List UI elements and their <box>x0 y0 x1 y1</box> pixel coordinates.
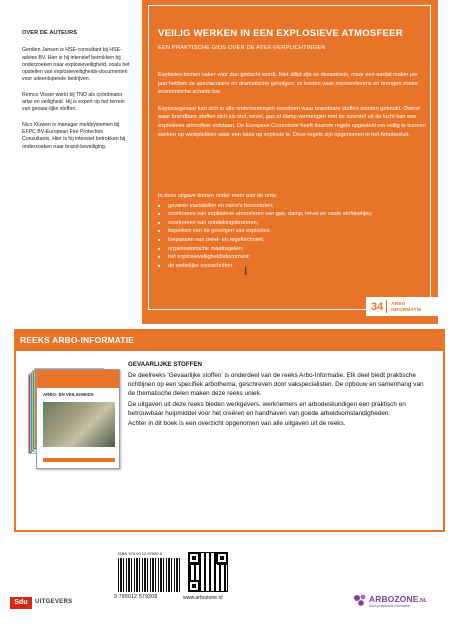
qr-code-icon <box>188 552 228 592</box>
topics-intro: In deze uitgave komen onder meer aan de orde: <box>158 193 278 199</box>
topic-item: ■ voorkomen van ontstekingsbronnen; <box>158 219 426 228</box>
series-name-line2: INFORMATIE <box>391 306 422 312</box>
book-cover-image <box>36 369 120 469</box>
series-box-header: REEKS ARBO-INFORMATIE <box>14 329 445 351</box>
book-description <box>158 71 426 147</box>
book-cover-footer <box>43 458 115 462</box>
series-paragraph-3: Achter in dit boek is een overzicht opgenomen van alle uitgaven uit de reeks. <box>128 420 346 428</box>
book-title: VEILIG WERKEN IN EEN EXPLOSIEVE ATMOSFEER <box>158 28 403 39</box>
series-name <box>391 301 421 311</box>
book-cover-header <box>37 370 119 388</box>
series-number: 34 <box>371 300 384 313</box>
topic-item: ■ beperken van de gevolgen van explosies; <box>158 227 426 236</box>
topic-item: ■ gevaren vaststellen en risico's beoordelen; <box>158 202 426 211</box>
sdu-logo: Sdu <box>10 597 32 609</box>
series-name-line1: ARBO <box>391 301 406 307</box>
book-subtitle: EEN PRAKTISCHE GIDS OVER DE ATEX-VERPLICHTINGEN <box>158 45 326 51</box>
arbozone-tagline: Alles praktische informatie <box>369 604 410 608</box>
description-paragraph-1: Explosies komen vaker voor dan gedacht wordt. Niet altijd zijn ze desastreus, maar een aantal malen per jaar hebben ze spectaculaire en dramatische gevolgen: ze kosten vaak mensenlevens en brengen zware economische schade toe. <box>158 72 418 96</box>
publisher-name: UITGEVERS <box>35 599 73 605</box>
arbozone-suffix: .NL <box>418 598 428 604</box>
arbozone-wordmark <box>369 594 427 604</box>
topic-item: ■ het explosieveiligheidsdocument; <box>158 253 426 262</box>
series-description <box>128 361 428 431</box>
series-subheading: GEVAARLIJKE STOFFEN <box>128 361 203 368</box>
topic-item: ■ organisatorische maatregelen; <box>158 245 426 254</box>
author-bio-2: Remco Visser werkt bij TNO als coördinator arbo en veiligheid. Hij is expert op het terrein van gevaar-lijke stoffen. <box>22 91 125 113</box>
series-badge <box>366 297 438 316</box>
website-url: www.arbozone.nl <box>183 595 223 601</box>
topic-item: ■ toepassen van meet- en regeltechniek; <box>158 236 426 245</box>
description-paragraph-2: Explosiegevaar kan zich in alle ondernemingen voordoen waar brandbare stoffen worden gebruikt. Overal waar brandbare stoffen zich als stof, nevel, gas of damp vermengen met de zuurstof uit de lucht kan een explosieve atmosfeer ontstaan. De Europese Commissie heeft daarom regels opgesteld om veilig te kunnen werken op werkplekken waar een kans op explosie is. Deze regels zijn opgenomen in het Arbobesluit. <box>158 105 426 138</box>
series-paragraph-2: De uitgaven uit deze reeks bieden werkgevers, werknemers en arbodeskundigen een praktisch en betrouwbaar hulpmiddel voor het creëren en handhaven van goede arbeidsomstandigheden. <box>128 400 406 417</box>
authors-heading: OVER DE AUTEURS <box>22 30 78 36</box>
isbn-label: ISBN 978 90 12 57930 8 <box>118 551 162 556</box>
topic-item: ■ voorkomen van explosieve atmosferen van gas, damp, nevel en vaste stofdeeltjes; <box>158 210 426 219</box>
barcode-icon <box>118 558 182 592</box>
arbozone-name: ARBOZONE <box>369 594 419 604</box>
topic-item: ■ de wettelijke voorschriften. <box>158 262 426 271</box>
text-cursor-icon: I <box>244 264 248 278</box>
badge-divider <box>386 300 387 313</box>
book-cover-title: ARBO- EN VEILIGHEIDS <box>43 392 94 397</box>
author-bio-3: Nico Kluwen is manager meldsystemen bij EFPC BV-European Fire Protection Consultants. Hier is hij intensief betrokken bij onderzoeken naar brand-beveiliging. <box>22 121 126 150</box>
book-cover-photo <box>43 402 115 447</box>
authors-column <box>22 30 132 159</box>
topics-list <box>158 192 426 270</box>
series-paragraph-1: De deelreeks 'Gevaarlijke stoffen' is onderdeel van de reeks Arbo-Informatie. Elk deel biedt praktische richtlijnen op een specifiek arbothema, geschreven door vakspecialisten. De opbouw en samenhang van de thematische delen maken deze reeks uniek. <box>128 371 424 397</box>
isbn-digits: 9 789012 579308 <box>114 594 158 600</box>
author-bio-1: Gerdien Jansen is HSE-consultant bij HSE-advies BV. Hier is hij intensief betrokken bij onderzoeken naar explosieveiligheid, zoals het opstellen van explosieveiligheids-documenten voor uiteenlopende bedrijven. <box>22 47 130 83</box>
arbozone-logo-icon <box>353 593 367 607</box>
